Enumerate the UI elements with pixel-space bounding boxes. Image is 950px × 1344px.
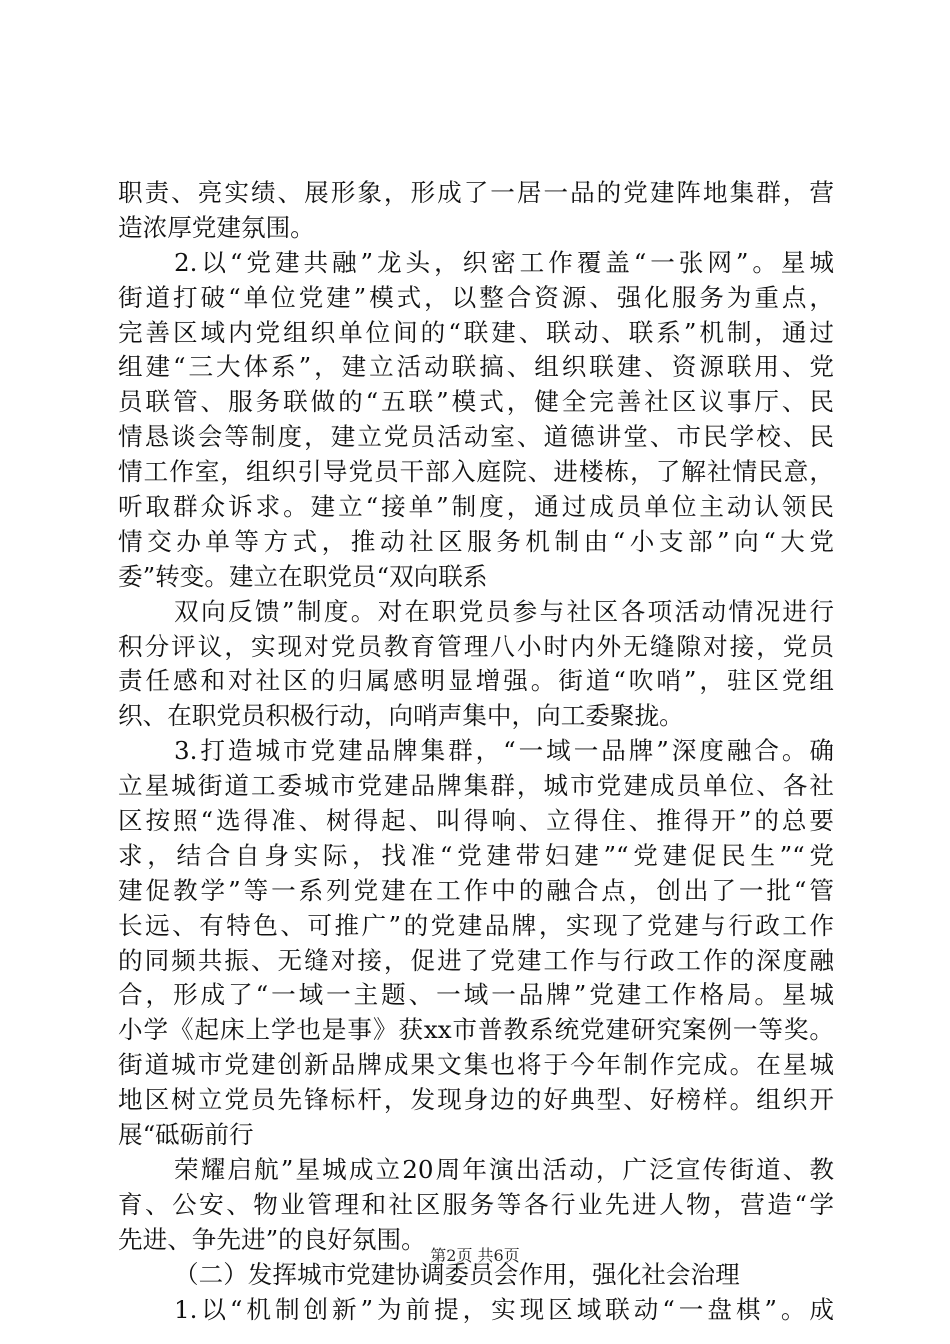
text-line: 双向反馈”制度。对在职党员参与社区各项活动情况进行 (174, 596, 834, 626)
text-line: 委”转变。建立在职党员“双向联系 (118, 561, 488, 591)
text-line: 荣耀启航”星城成立20周年演出活动，广泛宣传街道、教 (174, 1154, 834, 1184)
document-body (118, 176, 834, 1327)
text-line: 完善区域内党组织单位间的“联建、联动、联系”机制，通过 (118, 317, 834, 347)
text-line: 小学《起床上学也是事》获xx市普教系统党建研究案例一等奖。 (118, 1015, 834, 1045)
text-line: 求，结合自身实际，找准“党建带妇建”“党建促民生”“党 (118, 840, 834, 870)
text-line: 立星城街道工委城市党建品牌集群，城市党建成员单位、各社 (118, 771, 834, 801)
text-line: 积分评议，实现对党员教育管理八小时内外无缝隙对接，党员 (118, 631, 834, 661)
text-line: 先进、争先进”的良好氛围。 (118, 1224, 426, 1254)
text-line: 建促教学”等一系列党建在工作中的融合点，创出了一批“管 (118, 875, 834, 905)
text-line: 长远、有特色、可推广”的党建品牌，实现了党建与行政工作 (118, 910, 834, 940)
text-line: 听取群众诉求。建立“接单”制度，通过成员单位主动认领民 (118, 492, 834, 522)
text-line: 3.打造城市党建品牌集群，“一域一品牌”深度融合。确 (174, 736, 834, 766)
text-line: 街道打破“单位党建”模式，以整合资源、强化服务为重点， (118, 282, 834, 312)
page-footer: 第2页 共6页 (430, 1246, 520, 1265)
text-line: 责任感和对社区的归属感明显增强。街道“吹哨”，驻区党组 (118, 666, 834, 696)
text-line: 合，形成了“一域一主题、一域一品牌”党建工作格局。星城 (118, 980, 834, 1010)
text-line: 的同频共振、无缝对接，促进了党建工作与行政工作的深度融 (118, 945, 834, 975)
text-line: 展“砥砺前行 (118, 1120, 254, 1150)
text-line: 1.以“机制创新”为前提，实现区域联动“一盘棋”。成 (174, 1294, 834, 1324)
text-line: 情恳谈会等制度，建立党员活动室、道德讲堂、市民学校、民 (118, 422, 834, 452)
text-line: 育、公安、物业管理和社区服务等各行业先进人物，营造“学 (118, 1189, 834, 1219)
text-line: 区按照“选得准、树得起、叫得响、立得住、推得开”的总要 (118, 806, 834, 836)
text-line: 2.以“党建共融”龙头，织密工作覆盖“一张网”。星城 (174, 247, 834, 277)
text-line: 地区树立党员先锋标杆，发现身边的好典型、好榜样。组织开 (118, 1085, 834, 1115)
text-line: 街道城市党建创新品牌成果文集也将于今年制作完成。在星城 (118, 1050, 834, 1080)
text-line: 情交办单等方式，推动社区服务机制由“小支部”向“大党 (118, 526, 834, 556)
text-line: 职责、亮实绩、展形象，形成了一居一品的党建阵地集群，营 (118, 178, 834, 207)
text-line: 员联管、服务联做的“五联”模式，健全完善社区议事厅、民 (118, 387, 834, 417)
text-line: 组建“三大体系”，建立活动联搞、组织联建、资源联用、党 (118, 352, 834, 382)
text-line: 情工作室，组织引导党员干部入庭院、进楼栋，了解社情民意， (118, 457, 834, 487)
text-line: 织、在职党员积极行动，向哨声集中，向工委聚拢。 (118, 701, 684, 731)
text-line: 造浓厚党建氛围。 (118, 212, 315, 242)
text-line: （二）发挥城市党建协调委员会作用，强化社会治理 (174, 1259, 740, 1289)
